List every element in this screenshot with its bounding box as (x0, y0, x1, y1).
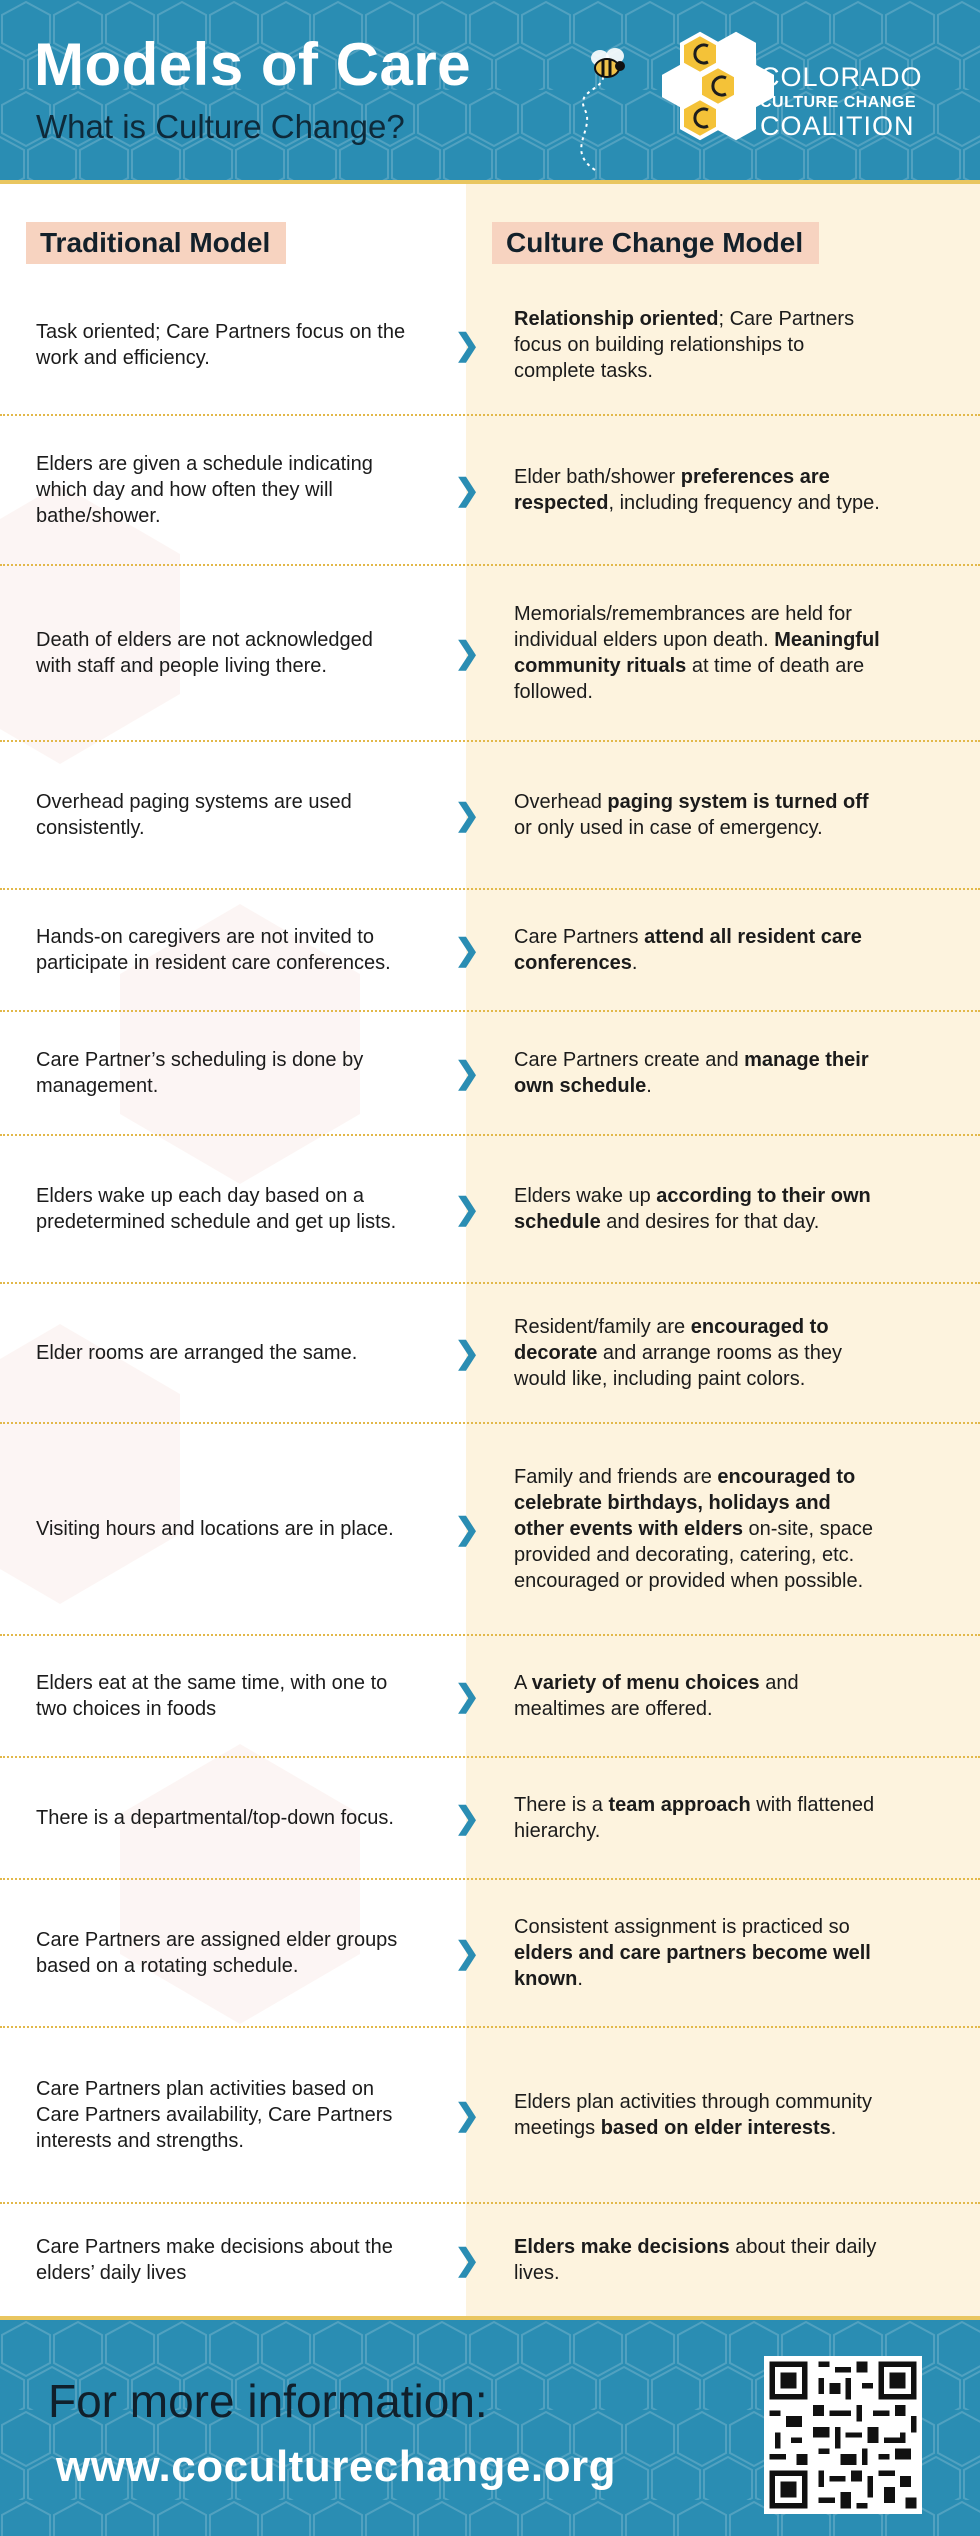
traditional-model-text: Visiting hours and locations are in place. (36, 1518, 394, 1540)
header-banner (0, 0, 980, 180)
bee-icon (555, 30, 675, 180)
traditional-model-text: Care Partners make decisions about the elders’ daily lives (36, 2236, 393, 2284)
chevron-right-icon: ❯ (454, 328, 480, 362)
culture-change-model-text (514, 1636, 884, 1756)
culture-change-model-rich-text: Care Partners create and manage their own schedule. (514, 1049, 869, 1097)
footer-banner (0, 2320, 980, 2536)
comparison-row (0, 2028, 980, 2202)
culture-change-model-rich-text: Consistent assignment is practiced so elders and care partners become well known. (514, 1916, 871, 1990)
traditional-model-text: Death of elders are not acknowledged with staff and people living there. (36, 629, 373, 677)
culture-change-model-rich-text: Overhead paging system is turned off or only used in case of emergency. (514, 791, 869, 839)
traditional-model-text: Task oriented; Care Partners focus on the work and efficiency. (36, 321, 406, 369)
comparison-row (0, 1424, 980, 1634)
culture-change-model-rich-text: Relationship oriented; Care Partners focus on building relationships to complete tasks. (514, 308, 855, 382)
chevron-right-icon: ❯ (454, 473, 480, 507)
chevron-right-icon: ❯ (454, 1679, 480, 1713)
culture-change-model-text (514, 276, 884, 414)
culture-change-model-rich-text: Family and friends are encouraged to celebrate birthdays, holidays and other events with elders on-site, space provided and decorating, catering, etc. encouraged or provided when possible. (514, 1466, 874, 1592)
qr-code-icon[interactable] (764, 2356, 922, 2514)
culture-change-model-text (514, 1012, 884, 1134)
culture-change-model-rich-text: Care Partners attend all resident care conferences. (514, 926, 862, 974)
chevron-right-icon: ❯ (454, 1336, 480, 1370)
website-link[interactable]: www.coculturechange.org (56, 2442, 616, 2491)
traditional-model-text: Care Partners are assigned elder groups based on a rotating schedule. (36, 1929, 398, 1977)
comparison-row (0, 1136, 980, 1282)
chevron-right-icon: ❯ (454, 1801, 480, 1835)
chevron-right-icon: ❯ (454, 2243, 480, 2277)
culture-change-model-rich-text: Resident/family are encouraged to decorate and arrange rooms as they would like, including paint colors. (514, 1316, 842, 1390)
comparison-row (0, 890, 980, 1010)
culture-change-model-rich-text: Elders make decisions about their daily lives. (514, 2236, 877, 2284)
culture-change-model-rich-text: Elder bath/shower preferences are respected, including frequency and type. (514, 466, 880, 514)
comparison-row (0, 1758, 980, 1878)
culture-change-model-text (514, 1758, 884, 1878)
chevron-right-icon: ❯ (454, 1056, 480, 1090)
logo-line-culture-change: CULTURE CHANGE (760, 94, 917, 111)
chevron-right-icon: ❯ (454, 636, 480, 670)
more-info-label: For more information: (48, 2375, 488, 2427)
logo-wordmark (760, 64, 923, 140)
chevron-right-icon: ❯ (454, 933, 480, 967)
culture-change-model-rich-text: Elders plan activities through community meetings based on elder interests. (514, 2091, 872, 2139)
comparison-row (0, 416, 980, 564)
culture-change-model-text (514, 1136, 884, 1282)
chevron-right-icon: ❯ (454, 2098, 480, 2132)
culture-change-model-heading: Culture Change Model (492, 222, 819, 264)
page-subtitle: What is Culture Change? (36, 108, 405, 145)
logo-line-colorado: COLORADO (760, 62, 923, 92)
traditional-model-heading: Traditional Model (26, 222, 286, 264)
culture-change-model-text (514, 1284, 884, 1422)
traditional-model-text: Hands-on caregivers are not invited to participate in resident care conferences. (36, 926, 391, 974)
chevron-right-icon: ❯ (454, 798, 480, 832)
culture-change-model-text (514, 890, 884, 1010)
comparison-row (0, 566, 980, 740)
culture-change-model-text (514, 2028, 884, 2202)
culture-change-model-text (514, 416, 884, 564)
traditional-model-text: Care Partners plan activities based on Care Partners availability, Care Partners interests and strengths. (36, 2078, 393, 2152)
culture-change-model-text (514, 1424, 884, 1634)
page-title: Models of Care (34, 31, 472, 98)
culture-change-model-rich-text: Memorials/remembrances are held for individual elders upon death. Meaningful community rituals at time of death are followed. (514, 603, 880, 703)
comparison-row (0, 742, 980, 888)
comparison-row (0, 276, 980, 414)
culture-change-model-rich-text: There is a team approach with flattened hierarchy. (514, 1794, 875, 1842)
culture-change-model-text (514, 742, 884, 888)
culture-change-model-rich-text: Elders wake up according to their own schedule and desires for that day. (514, 1185, 871, 1233)
chevron-right-icon: ❯ (454, 1512, 480, 1546)
culture-change-model-text (514, 2204, 884, 2316)
chevron-right-icon: ❯ (454, 1936, 480, 1970)
traditional-model-text: There is a departmental/top-down focus. (36, 1807, 394, 1829)
traditional-model-text: Care Partner’s scheduling is done by management. (36, 1049, 364, 1097)
traditional-model-text: Elder rooms are arranged the same. (36, 1342, 358, 1364)
comparison-row (0, 1636, 980, 1756)
traditional-model-text: Overhead paging systems are used consistently. (36, 791, 352, 839)
culture-change-model-text (514, 566, 884, 740)
chevron-right-icon: ❯ (454, 1192, 480, 1226)
comparison-row (0, 1284, 980, 1422)
comparison-row (0, 2204, 980, 2316)
culture-change-model-text (514, 1880, 884, 2026)
culture-change-model-rich-text: A variety of menu choices and mealtimes are offered. (514, 1672, 799, 1720)
logo-line-coalition: COALITION (760, 111, 915, 141)
comparison-row (0, 1880, 980, 2026)
comparison-row (0, 1012, 980, 1134)
traditional-model-text: Elders are given a schedule indicating which day and how often they will bathe/shower. (36, 453, 373, 527)
traditional-model-text: Elders eat at the same time, with one to two choices in foods (36, 1672, 388, 1720)
traditional-model-text: Elders wake up each day based on a predetermined schedule and get up lists. (36, 1185, 397, 1233)
